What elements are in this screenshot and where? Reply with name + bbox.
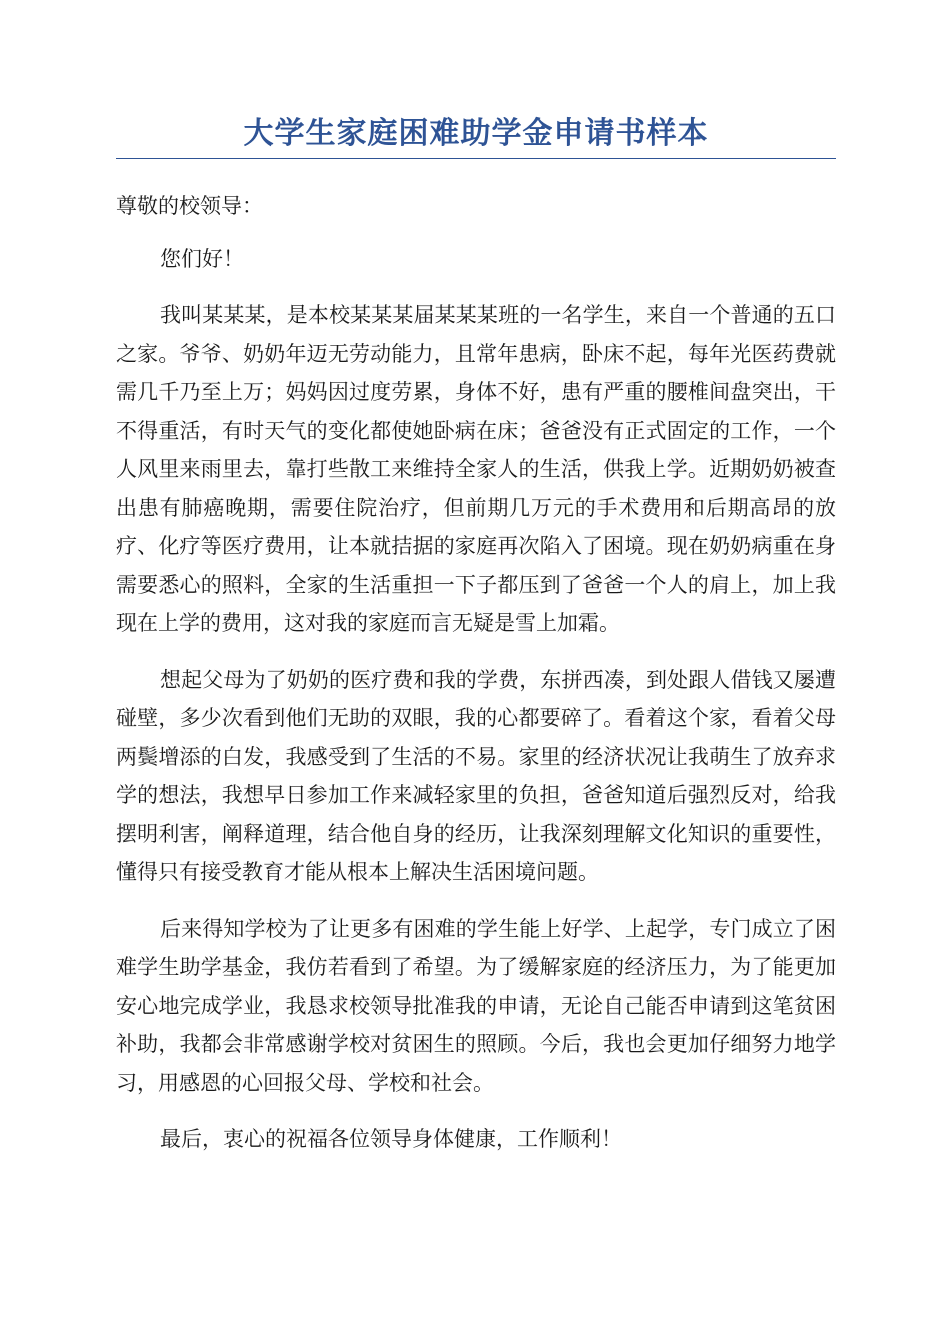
salutation: 尊敬的校领导： (116, 194, 263, 218)
body-paragraph-3: 后来得知学校为了让更多有困难的学生能上好学、上起学，专门成立了困难学生助学基金，我仿若看到了希望。为了缓解家庭的经济压力，为了能更加安心地完成学业，我恳求校领导批准我的申请，无论自己能否申请到这笔贫困补助，我都会非常感谢学校对贫困生的照顾。今后，我也会更加仔细努力地学习，用感恩的心回报父母、学校和社会。 (116, 916, 836, 1095)
closing-paragraph: 最后，衷心的祝福各位领导身体健康，工作顺利！ (160, 1127, 622, 1151)
document-page (116, 112, 836, 1177)
title-underline (116, 158, 836, 159)
document-title: 大学生家庭困难助学金申请书样本 (243, 116, 709, 151)
body-paragraph-1: 我叫某某某，是本校某某某届某某某班的一名学生，来自一个普通的五口之家。爷爷、奶奶年迈无劳动能力，且常年患病，卧床不起，每年光医药费就需几千乃至上万；妈妈因过度劳累，身体不好，患有严重的腰椎间盘突出，干不得重活，有时天气的变化都使她卧病在床；爸爸没有正式固定的工作，一个人风里来雨里去，靠打些散工来维持全家人的生活，供我上学。近期奶奶被查出患有肺癌晚期，需要住院治疗，但前期几万元的手术费用和后期高昂的放疗、化疗等医疗费用，让本就拮据的家庭再次陷入了困境。现在奶奶病重在身需要悉心的照料，全家的生活重担一下子都压到了爸爸一个人的肩上，加上我现在上学的费用，这对我的家庭而言无疑是雪上加霜。 (116, 303, 836, 635)
greeting: 您们好！ (160, 246, 244, 271)
body-paragraph-2: 想起父母为了奶奶的医疗费和我的学费，东拼西凑，到处跟人借钱又屡遭碰壁，多少次看到他们无助的双眼，我的心都要碎了。看着这个家，看着父母两鬓增添的白发，我感受到了生活的不易。家里的经济状况让我萌生了放弃求学的想法，我想早日参加工作来减轻家里的负担，爸爸知道后强烈反对，给我摆明利害，阐释道理，结合他自身的经历，让我深刻理解文化知识的重要性，懂得只有接受教育才能从根本上解决生活困境问题。 (116, 667, 836, 884)
